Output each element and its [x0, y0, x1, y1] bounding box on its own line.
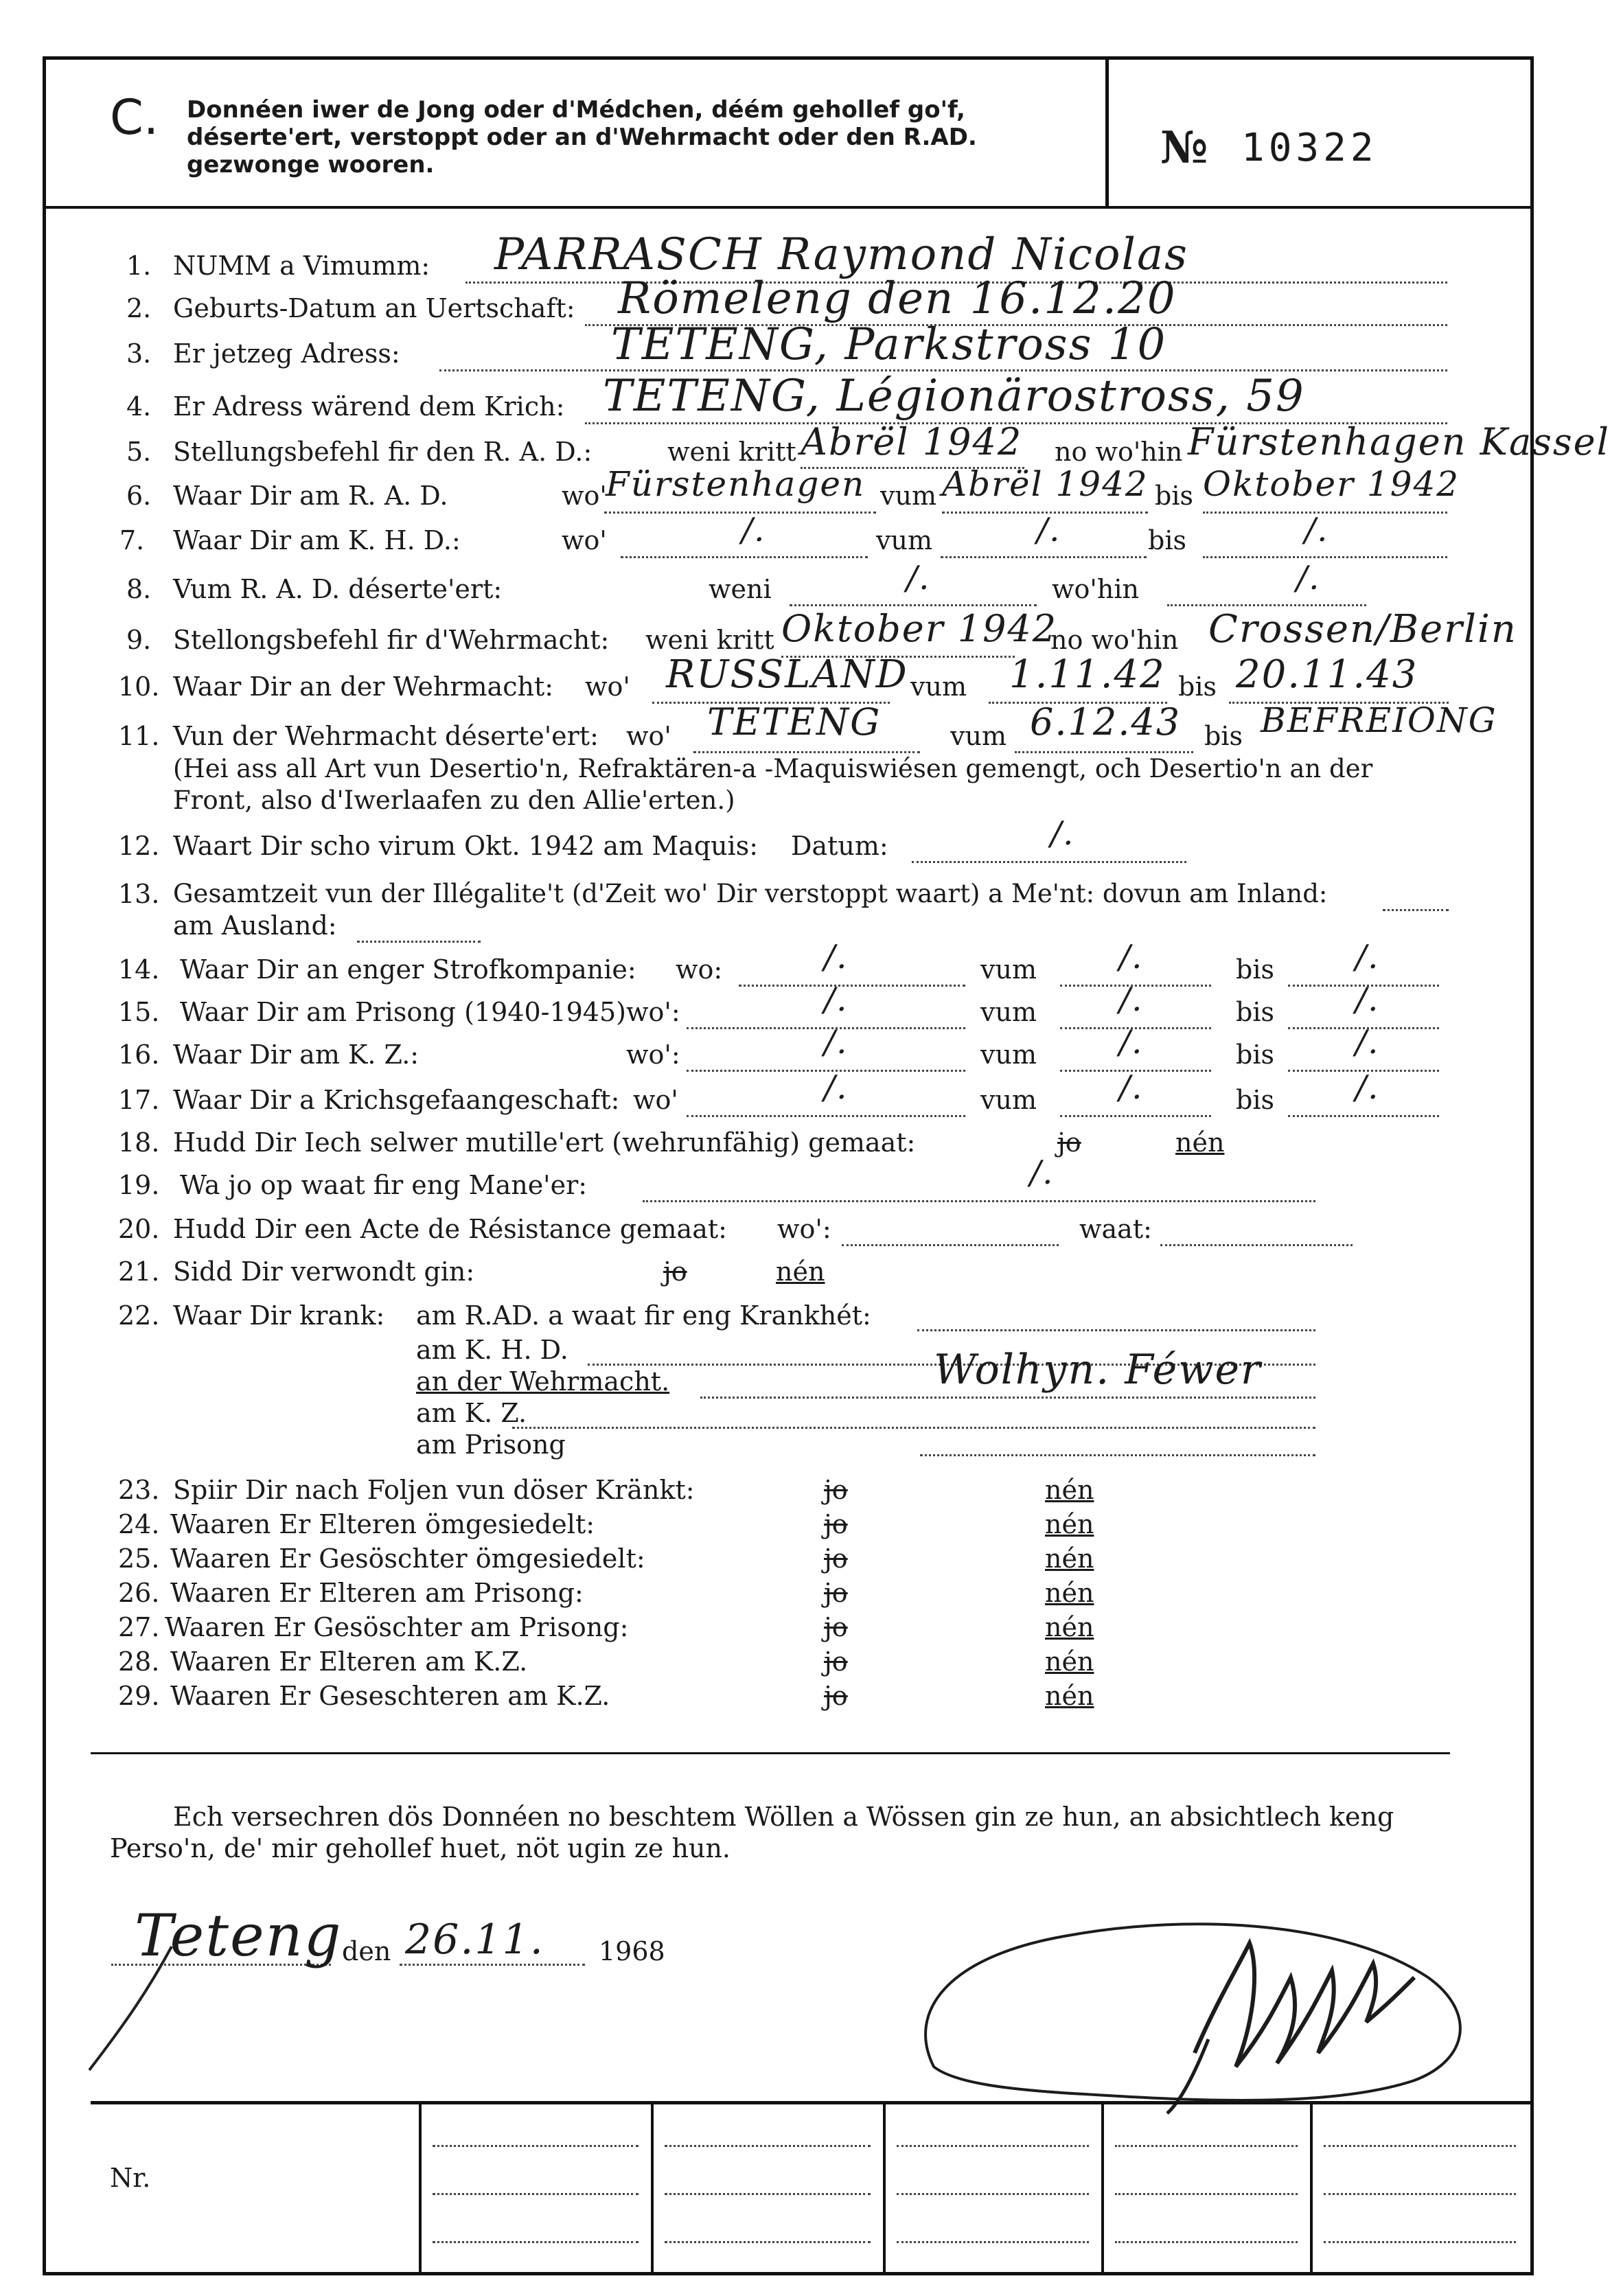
- row-26-nen: nén: [1045, 1578, 1094, 1608]
- row-6-wo-value: Fürstenhagen: [606, 464, 866, 504]
- row-11-vum: vum: [950, 721, 1007, 751]
- row-6-num: 6.: [126, 481, 152, 511]
- footer-col-4: [1101, 2101, 1104, 2275]
- row-11-bis: bis: [1204, 721, 1243, 751]
- row-9-label: Stellongsbefehl fir d'Wehrmacht:: [173, 625, 610, 655]
- row-14-bis: bis: [1236, 954, 1274, 985]
- row-25-num: 25.: [118, 1543, 160, 1574]
- row-21-label: Sidd Dir verwondt gin:: [173, 1256, 475, 1287]
- row-11-bis-value: BEFREIONG: [1261, 700, 1497, 740]
- row-16-num: 16.: [118, 1040, 160, 1070]
- row-28-nen: nén: [1045, 1646, 1094, 1677]
- row-2-num: 2.: [126, 293, 152, 323]
- row-16-bis-value: /.: [1355, 1023, 1380, 1061]
- row-7-vum-dots: [941, 556, 1147, 558]
- row-27-nen: nén: [1045, 1612, 1094, 1642]
- row-20-label: Hudd Dir een Acte de Résistance gemaat:: [173, 1214, 727, 1244]
- row-19-value: /.: [1030, 1153, 1055, 1192]
- row-8-weni-dots: [790, 604, 1037, 606]
- row-25-nen: nén: [1045, 1543, 1094, 1574]
- header-text: Donnéen iwer de Jong oder d'Médchen, déém gehollef go'f, déserte'ert, verstoppt oder an d'Wehrmacht oder den R.AD. gezwonge wooren.: [187, 96, 977, 179]
- row-9-no: no wo'hin: [1050, 625, 1179, 655]
- row-17-vum-value: /.: [1119, 1068, 1144, 1107]
- row-20-waat-dots: [1160, 1244, 1353, 1246]
- footer-dots-3b: [897, 2193, 1089, 2195]
- footer-dots-4b: [1115, 2193, 1298, 2195]
- row-14-num: 14.: [118, 954, 160, 985]
- footer-dots-5c: [1324, 2241, 1516, 2243]
- row-9-no-value: Crossen/Berlin: [1208, 607, 1517, 652]
- row-20-wo-dots: [842, 1244, 1059, 1246]
- header-divider-vertical: [1105, 56, 1109, 209]
- row-9-num: 9.: [126, 625, 152, 655]
- row-3-value: TETENG, Parkstross 10: [611, 319, 1167, 370]
- row-6-wo-dots: [604, 512, 876, 514]
- row-5-no-value: Fürstenhagen Kassel: [1188, 420, 1610, 463]
- row-14-vum-value: /.: [1119, 938, 1144, 976]
- footer-dots-1b: [433, 2193, 639, 2195]
- row-21-jo: jo: [663, 1256, 687, 1287]
- row-15-vum: vum: [980, 997, 1037, 1027]
- row-5-weni-value: Abrël 1942: [801, 420, 1023, 463]
- row-26-num: 26.: [118, 1578, 160, 1608]
- row-12-dots: [912, 861, 1186, 863]
- row-15-vum-value: /.: [1119, 980, 1144, 1019]
- row-22-label: Waar Dir krank:: [173, 1300, 385, 1331]
- row-19-num: 19.: [118, 1170, 160, 1200]
- row-8-weni-value: /.: [906, 559, 931, 597]
- row-17-vum: vum: [980, 1085, 1037, 1115]
- footer-dots-2b: [665, 2193, 871, 2195]
- row-29-num: 29.: [118, 1681, 160, 1711]
- row-7-vum-value: /.: [1037, 511, 1061, 549]
- footer-dots-2c: [665, 2241, 871, 2243]
- row-7-label: Waar Dir am K. H. D.:: [173, 525, 461, 555]
- row-18-num: 18.: [118, 1127, 160, 1158]
- row-11-num: 11.: [118, 721, 160, 751]
- row-6-vum: vum: [880, 481, 936, 511]
- row-19-label: Wa jo op waat fir eng Mane'er:: [180, 1170, 588, 1200]
- row-8-wohin: wo'hin: [1052, 574, 1139, 604]
- row-21-num: 21.: [118, 1256, 160, 1287]
- row-22-sub-1: am R.AD. a waat fir eng Krankhét:: [416, 1300, 871, 1331]
- row-14-wo: wo:: [676, 954, 723, 985]
- footer-dots-1c: [433, 2241, 639, 2243]
- row-3-num: 3.: [126, 338, 152, 369]
- row-10-wo: wo': [585, 671, 630, 702]
- row-14-vum: vum: [980, 954, 1037, 985]
- row-1-label: NUMM a Vimumm:: [173, 251, 430, 281]
- row-23-num: 23.: [118, 1475, 160, 1505]
- row-8-num: 8.: [126, 574, 152, 604]
- row-6-bis: bis: [1155, 481, 1193, 511]
- row-23-jo: jo: [824, 1475, 848, 1505]
- row-10-vum-value: 1.11.42: [1009, 652, 1166, 697]
- footer-col-1: [419, 2101, 422, 2275]
- row-5-num: 5.: [126, 437, 152, 467]
- row-23-nen: nén: [1045, 1475, 1094, 1505]
- footer-dots-2a: [665, 2145, 871, 2147]
- row-7-wo: wo': [562, 525, 607, 555]
- row-17-label: Waar Dir a Krichsgefaangeschaft:: [173, 1085, 620, 1115]
- footer-nr: Nr.: [110, 2163, 151, 2193]
- footer-dots-5a: [1324, 2145, 1516, 2147]
- row-11-wo-dots: [693, 751, 920, 753]
- row-7-vum: vum: [876, 525, 932, 555]
- row-10-vum: vum: [910, 671, 967, 702]
- row-4-label: Er Adress wärend dem Krich:: [173, 391, 565, 422]
- row-8-weni: weni: [709, 574, 772, 604]
- row-22-value: Wolhyn. Féwer: [934, 1346, 1262, 1394]
- row-11-label: Vun der Wehrmacht déserte'ert:: [173, 721, 599, 751]
- row-24-jo: jo: [824, 1509, 848, 1539]
- row-13-dots-ausland: [357, 941, 481, 943]
- row-27-num: 27.: [118, 1612, 160, 1642]
- row-8-label: Vum R. A. D. déserte'ert:: [173, 574, 503, 604]
- row-5-no: no wo'hin: [1055, 437, 1183, 467]
- row-25-jo: jo: [824, 1543, 848, 1574]
- row-10-bis-value: 20.11.43: [1236, 652, 1418, 697]
- row-1-value: PARRASCH Raymond Nicolas: [494, 229, 1188, 280]
- row-12-label: Waart Dir scho virum Okt. 1942 am Maquis:: [173, 831, 759, 861]
- row-7-wo-value: /.: [741, 511, 766, 549]
- row-7-bis: bis: [1148, 525, 1186, 555]
- row-6-vum-value: Abrël 1942: [942, 464, 1149, 504]
- row-21-nen: nén: [776, 1256, 825, 1287]
- row-28-label: Waaren Er Elteren am K.Z.: [170, 1646, 528, 1677]
- row-14-bis-value: /.: [1355, 938, 1380, 976]
- row-22-num: 22.: [118, 1300, 160, 1331]
- row-15-label: Waar Dir am Prisong (1940-1945): [180, 997, 626, 1027]
- row-15-wo: wo':: [626, 997, 680, 1027]
- row-16-label: Waar Dir am K. Z.:: [173, 1040, 419, 1070]
- row-22-dots-3: [700, 1397, 1315, 1399]
- signature-scribble: [906, 1895, 1497, 2115]
- row-25-label: Waaren Er Gesöschter ömgesiedelt:: [170, 1543, 645, 1574]
- declaration-line-1: Ech versechren dös Donnéen no beschtem Wöllen a Wössen gin ze hun, an absichtlech keng: [173, 1802, 1394, 1832]
- row-20-num: 20.: [118, 1214, 160, 1244]
- date-dots: [400, 1964, 585, 1966]
- row-9-weni: weni kritt: [645, 625, 774, 655]
- row-15-wo-value: /.: [824, 980, 849, 1019]
- header-divider-horizontal: [43, 206, 1534, 209]
- row-22-sub-3: an der Wehrmacht.: [416, 1366, 670, 1397]
- row-16-vum-value: /.: [1119, 1023, 1144, 1061]
- form-number: 10322: [1241, 126, 1378, 170]
- row-20-waat: waat:: [1079, 1214, 1152, 1244]
- row-27-label: Waaren Er Gesöschter am Prisong:: [165, 1612, 629, 1642]
- row-22-sub-4: am K. Z.: [416, 1398, 527, 1428]
- signature-year: 1968: [599, 1936, 665, 1966]
- row-7-wo-dots: [621, 556, 868, 558]
- row-11-wo: wo': [626, 721, 671, 751]
- footer-col-2: [651, 2101, 654, 2275]
- row-24-nen: nén: [1045, 1509, 1094, 1539]
- row-2-label: Geburts-Datum an Uertschaft:: [173, 293, 575, 323]
- row-11-note-1: (Hei ass all Art vun Desertio'n, Refraktären-a -Maquiswiésen gemengt, och Desertio'n an der: [173, 754, 1373, 783]
- row-14-wo-dots: [739, 985, 965, 987]
- row-23-label: Spiir Dir nach Foljen vun döser Kränkt:: [173, 1475, 695, 1505]
- row-7-bis-value: /.: [1304, 511, 1329, 549]
- row-17-vum-dots: [1060, 1115, 1211, 1117]
- row-6-label: Waar Dir am R. A. D.: [173, 481, 448, 511]
- row-15-num: 15.: [118, 997, 160, 1027]
- footer-dots-5b: [1324, 2193, 1516, 2195]
- row-16-wo: wo':: [626, 1040, 680, 1070]
- row-17-num: 17.: [118, 1085, 160, 1115]
- row-15-bis: bis: [1236, 997, 1274, 1027]
- declaration-divider: [91, 1752, 1450, 1754]
- row-16-bis: bis: [1236, 1040, 1274, 1070]
- row-29-nen: nén: [1045, 1681, 1094, 1711]
- signature-den: den: [342, 1936, 391, 1966]
- row-13-dots-inland: [1383, 909, 1449, 911]
- row-10-num: 10.: [118, 671, 160, 702]
- number-symbol: №: [1160, 122, 1208, 174]
- row-19-dots: [643, 1200, 1315, 1202]
- row-18-label: Hudd Dir Iech selwer mutille'ert (wehrunfähig) gemaat:: [173, 1127, 916, 1158]
- row-12-value: /.: [1050, 814, 1075, 853]
- row-22-sub-2: am K. H. D.: [416, 1335, 568, 1365]
- row-5-label: Stellungsbefehl fir den R. A. D.:: [173, 437, 593, 467]
- row-22-sub-5: am Prisong: [416, 1430, 566, 1460]
- row-4-value: TETENG, Légionärostross, 59: [603, 371, 1305, 422]
- row-16-vum: vum: [980, 1040, 1037, 1070]
- row-17-bis-value: /.: [1355, 1068, 1380, 1107]
- footer-dots-3a: [897, 2145, 1089, 2147]
- footer-dots-4c: [1115, 2241, 1298, 2243]
- row-9-weni-value: Oktober 1942: [781, 607, 1058, 650]
- row-22-dots-4: [512, 1427, 1315, 1429]
- row-22-dots-5: [920, 1454, 1315, 1456]
- row-20-wo: wo':: [777, 1214, 831, 1244]
- row-17-wo: wo': [633, 1085, 678, 1115]
- row-7-num: 7.: [119, 525, 145, 555]
- row-8-wohin-dots: [1167, 604, 1366, 606]
- row-2-value: Römeleng den 16.12.20: [618, 273, 1177, 324]
- row-3-label: Er jetzeg Adress:: [173, 338, 400, 369]
- row-18-jo: jo: [1057, 1127, 1081, 1158]
- row-11-note-2: Front, also d'Iwerlaafen zu den Allie'erten.): [173, 785, 735, 815]
- row-22-dots-1: [917, 1329, 1315, 1331]
- footer-col-3: [883, 2101, 886, 2275]
- row-1-num: 1.: [126, 251, 152, 281]
- signature-date: 26.11.: [405, 1916, 544, 1964]
- row-11-vum-value: 6.12.43: [1030, 700, 1182, 744]
- row-13-label: Gesamtzeit vun der Illégalite't (d'Zeit wo' Dir verstoppt waart) a Me'nt: dovun am Inland:: [173, 879, 1328, 908]
- row-4-num: 4.: [126, 391, 152, 422]
- row-6-wo: wo': [562, 481, 607, 511]
- row-14-label: Waar Dir an enger Strofkompanie:: [180, 954, 636, 985]
- row-29-jo: jo: [824, 1681, 848, 1711]
- row-17-bis: bis: [1236, 1085, 1274, 1115]
- section-letter: C.: [110, 89, 159, 146]
- pen-stroke: [82, 1943, 179, 2074]
- row-24-num: 24.: [118, 1509, 160, 1539]
- row-6-bis-value: Oktober 1942: [1203, 464, 1460, 504]
- row-28-jo: jo: [824, 1646, 848, 1677]
- row-28-num: 28.: [118, 1646, 160, 1677]
- declaration-line-2: Perso'n, de' mir gehollef huet, nöt ugin ze hun.: [110, 1833, 731, 1863]
- row-24-label: Waaren Er Elteren ömgesiedelt:: [170, 1509, 595, 1539]
- footer-dots-3c: [897, 2241, 1089, 2243]
- row-17-wo-dots: [687, 1115, 965, 1117]
- row-26-label: Waaren Er Elteren am Prisong:: [170, 1578, 584, 1608]
- row-29-label: Waaren Er Geseschteren am K.Z.: [170, 1681, 610, 1711]
- row-14-wo-value: /.: [824, 938, 849, 976]
- signature-place: Teteng: [135, 1902, 343, 1969]
- row-8-wohin-value: /.: [1296, 559, 1321, 597]
- row-10-bis: bis: [1178, 671, 1217, 702]
- row-16-wo-value: /.: [824, 1023, 849, 1061]
- row-10-wo-value: RUSSLAND: [666, 652, 908, 697]
- row-10-label: Waar Dir an der Wehrmacht:: [173, 671, 554, 702]
- row-11-wo-value: TETENG: [707, 700, 882, 744]
- footer-dots-4a: [1115, 2145, 1298, 2147]
- footer-top-rule: [91, 2101, 1534, 2104]
- footer-col-5: [1310, 2101, 1313, 2275]
- row-18-nen: nén: [1175, 1127, 1225, 1158]
- row-12-datum: Datum:: [791, 831, 888, 861]
- row-13-ausland: am Ausland:: [173, 910, 337, 941]
- row-27-jo: jo: [824, 1612, 848, 1642]
- footer-dots-1a: [433, 2145, 639, 2147]
- row-12-num: 12.: [118, 831, 160, 861]
- row-5-weni: weni kritt: [667, 437, 796, 467]
- row-7-bis-dots: [1203, 556, 1447, 558]
- row-17-wo-value: /.: [824, 1068, 849, 1107]
- row-11-vum-dots: [1015, 751, 1193, 753]
- row-13-num: 13.: [118, 879, 160, 909]
- row-15-bis-value: /.: [1355, 980, 1380, 1019]
- row-17-bis-dots: [1288, 1115, 1439, 1117]
- row-26-jo: jo: [824, 1578, 848, 1608]
